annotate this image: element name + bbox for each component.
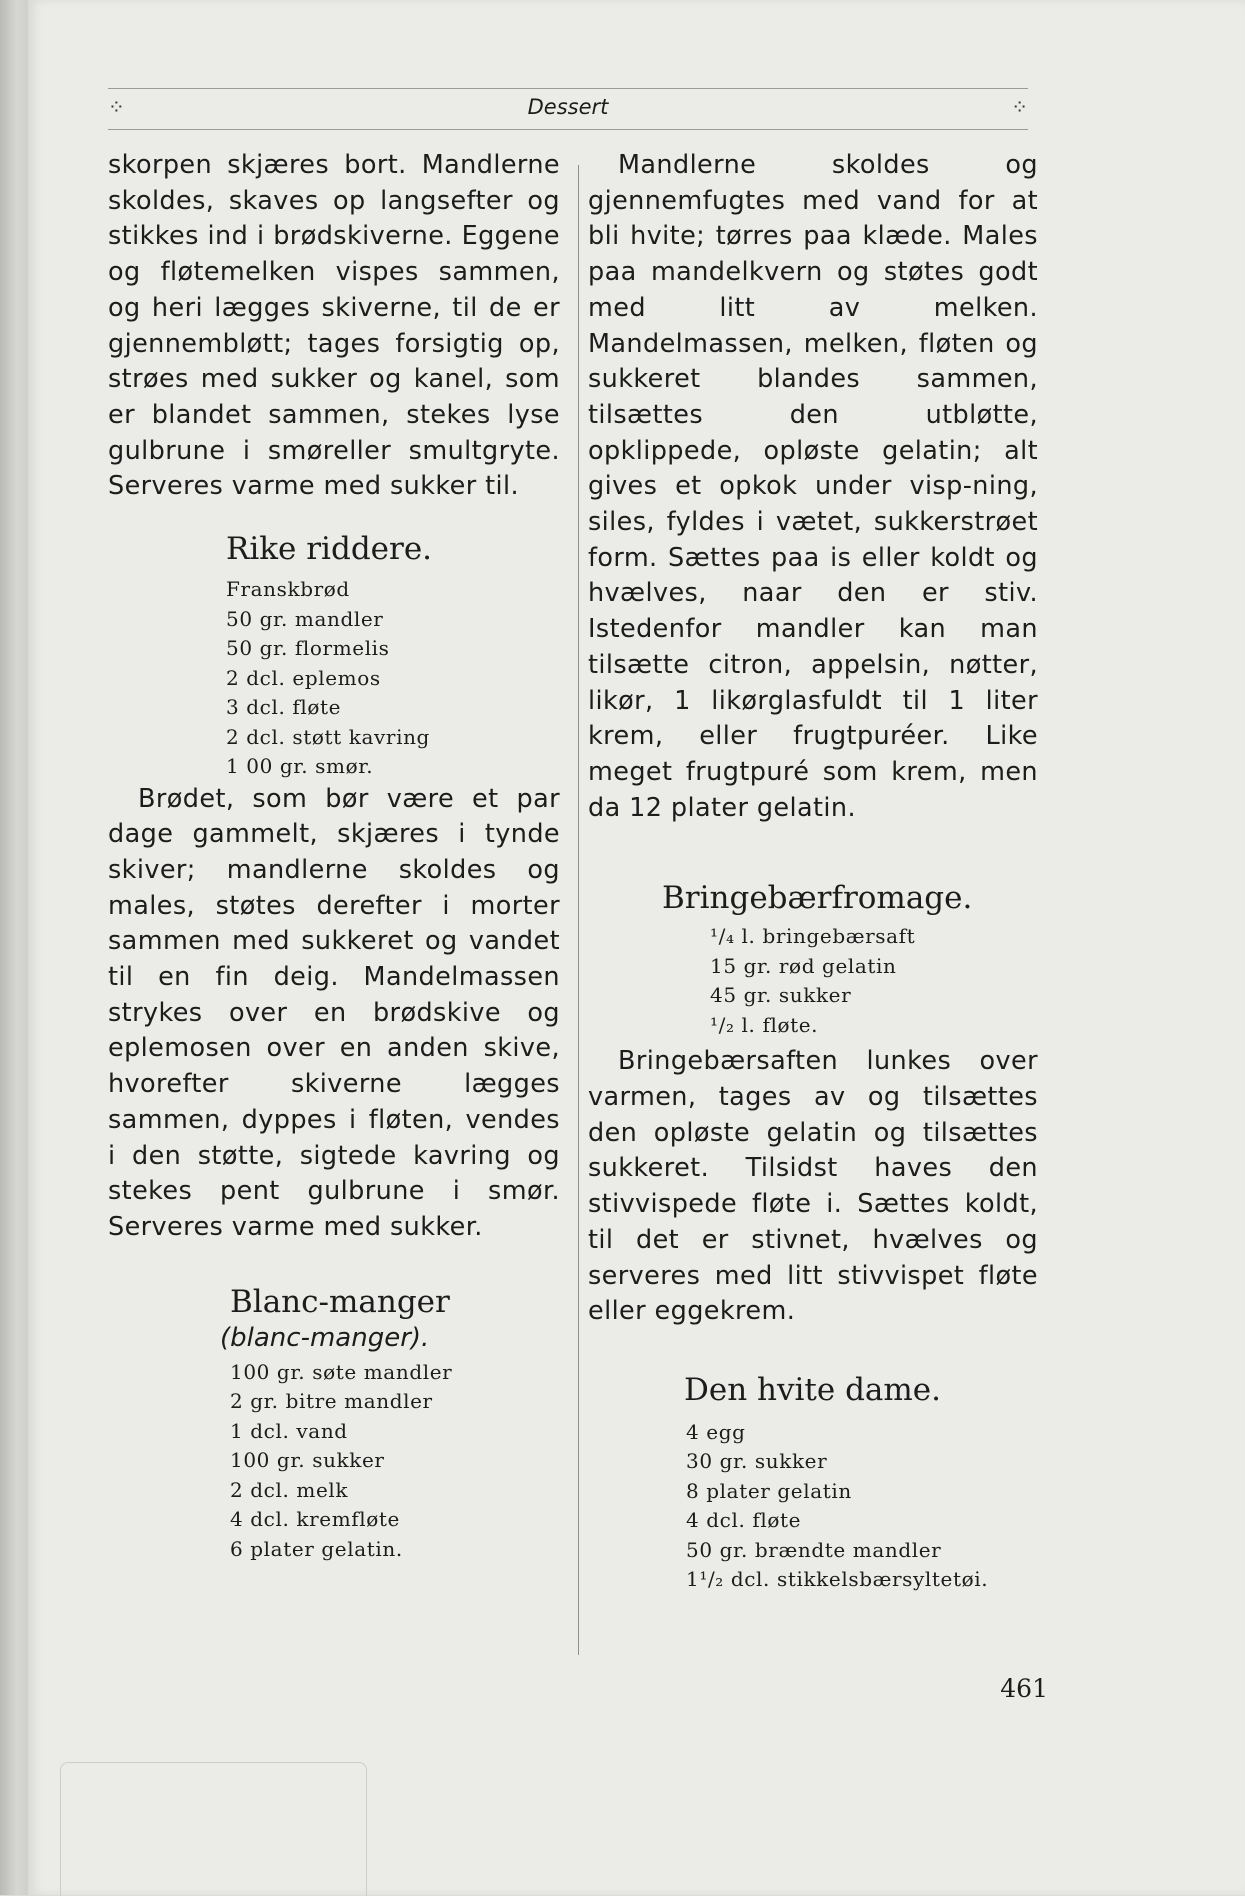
ingredient: 15 gr. rød gelatin — [710, 953, 897, 978]
ingredient: Franskbrød — [226, 577, 350, 602]
ingredient: 4 dcl. fløte — [686, 1508, 802, 1533]
book-spine — [0, 0, 30, 1895]
ingredient: 50 gr. flormelis — [226, 636, 390, 661]
ingredient: 50 gr. mandler — [226, 606, 384, 631]
page-number: 461 — [1000, 1674, 1048, 1703]
ingredient: 100 gr. søte mandler — [230, 1359, 453, 1384]
rike-riddere-recipe — [108, 529, 560, 782]
ingredient: 4 dcl. kremfløte — [230, 1507, 400, 1532]
ingredient-list — [230, 1358, 560, 1565]
ingredient: 1 dcl. vand — [230, 1418, 348, 1443]
recipe-title: Bringebærfromage. — [662, 880, 973, 917]
ingredient-list — [226, 575, 560, 782]
recipe-subtitle: (blanc-manger). — [220, 1322, 430, 1353]
recipe-title: Blanc-manger — [230, 1283, 450, 1320]
recipe-title: Den hvite dame. — [684, 1371, 941, 1408]
ingredient: 50 gr. brændte mandler — [686, 1537, 942, 1562]
ingredient: ¹/₂ l. fløte. — [710, 1012, 819, 1037]
ingredient-list — [684, 1418, 1038, 1595]
recipe-title: Rike riddere. — [226, 531, 433, 568]
left-column — [108, 148, 560, 1564]
ingredient: 6 plater gelatin. — [230, 1536, 403, 1561]
running-header — [108, 88, 1028, 130]
ingredient: 2 gr. bitre mandler — [230, 1389, 433, 1414]
running-header-title: Dessert — [527, 95, 609, 119]
ingredient: 2 dcl. støtt kavring — [226, 724, 430, 749]
recipe-method: Brødet, som bør være et par dage gammelt, skjæres i tynde skiver; mandlerne skoldes og males, støtes derefter i morter sammen med sukkeret og vandet til en fin deig. Mandelmassen strykes over en brødskive og eplemosen over en anden skive, hvorefter skiverne lægges sammen, dyppes i fløten, vendes i den støtte, sigtede kavring og stekes pent gulbrune i smør. Serveres varme med sukker. — [108, 783, 560, 1242]
den-hvite-dame-recipe — [588, 1370, 1038, 1595]
column-divider — [578, 165, 579, 1655]
ingredient: 1¹/₂ dcl. stikkelsbærsyltetøi. — [686, 1567, 989, 1592]
ingredient: 100 gr. sukker — [230, 1448, 385, 1473]
ingredient: 30 gr. sukker — [686, 1449, 828, 1474]
ornament-right-icon: ⁘ — [1011, 95, 1028, 119]
page-tab-impression — [60, 1762, 367, 1896]
ingredient: 8 plater gelatin — [686, 1478, 852, 1503]
ingredient: 45 gr. sukker — [710, 983, 852, 1008]
ingredient: 4 egg — [686, 1419, 746, 1444]
ornament-left-icon: ⁘ — [108, 95, 125, 119]
recipe-method: Mandlerne skoldes og gjennemfugtes med vand for at bli hvite; tørres paa klæde. Males paa mandelkvern og støtes godt med litt av melken. Mandelmassen, melken, fløten og sukkeret blandes sammen, tilsættes den utbløtte, opklippede, opløste gelatin; alt gives et opkok under visp-ning, siles, fyldes i vætet, sukkerstrøet form. Sættes paa is eller koldt og hvælves, naar den er stiv. Istedenfor mandler kan man tilsætte citron, appelsin, nøtter, likør, 1 likørglasfuldt til 1 liter krem, eller frugtpuréer. Like meget frugtpuré som krem, men da 12 plater gelatin. — [588, 150, 1038, 823]
intro-paragraph: skorpen skjæres bort. Mandlerne skoldes, skaves op langsefter og stikkes ind i brødskiverne. Eggene og fløtemelken vispes sammen, og heri lægges skiverne, til de er gjennembløtt; tages forsigtig op, strøes med sukker og kanel, som er blandet sammen, stekes lyse gulbrune i smøreller smultgryte. Serveres varme med sukker til. — [108, 150, 560, 502]
recipe-method: Bringebærsaften lunkes over varmen, tages av og tilsættes den opløste gelatin og tilsættes sukkeret. Tilsidst haves den stivvispede fløte i. Sættes koldt, til det er stivnet, hvælves og serveres med litt stivvispet fløte eller eggekrem. — [588, 1046, 1038, 1327]
right-column — [588, 148, 1038, 1595]
bringebaerfromage-recipe — [588, 878, 1038, 1040]
ingredient: 2 dcl. eplemos — [226, 665, 381, 690]
blanc-manger-recipe — [108, 1282, 560, 1565]
ingredient: 3 dcl. fløte — [226, 695, 342, 720]
ingredient: ¹/₄ l. bringebærsaft — [710, 924, 916, 949]
ingredient-list — [662, 922, 1038, 1040]
ingredient: 2 dcl. melk — [230, 1477, 349, 1502]
ingredient: 1 00 gr. smør. — [226, 754, 374, 779]
